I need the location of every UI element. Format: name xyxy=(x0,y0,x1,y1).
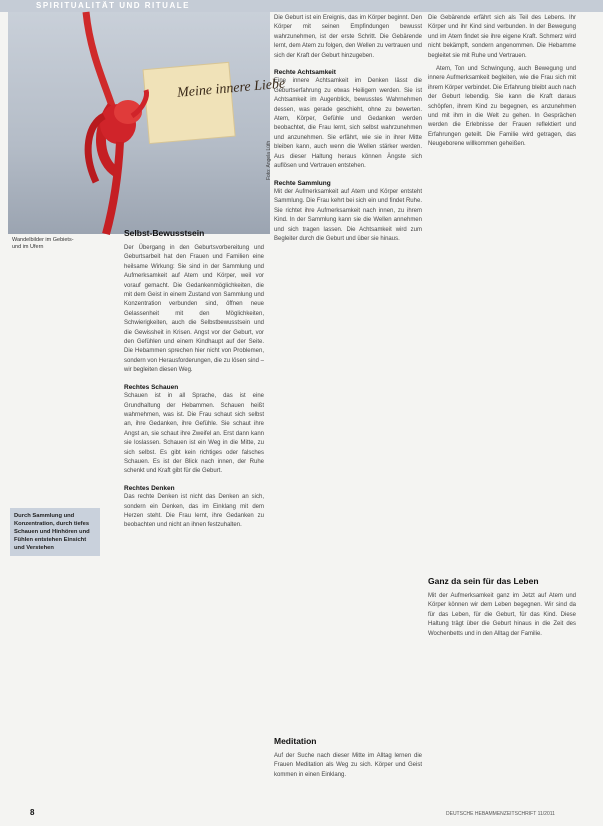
card-text-line1: Meine innere Liebe xyxy=(176,76,286,101)
subhead-achtsamkeit: Rechte Achtsamkeit xyxy=(274,69,336,77)
pull-quote: Durch Sammlung und Konzentration, durch tiefes Schauen und Hinhören und Fühlen entstehen Einsicht und Verstehen xyxy=(10,508,100,556)
photo-credit: Foto: Angela Lüth xyxy=(266,140,272,180)
column-1 xyxy=(124,244,264,804)
intro-paragraph: Der Übergang in den Geburtsvorbereitung und Geburtsarbeit hat den Frauen und Familien eine heilsame Wirkung: Sie sind in der Sammlung und Aufmerksamkeit auf Atem und Körper, weil vor vorauf gemacht. Die Gedankenmöglichkeiten, die mit dem Geist in einem Zustand von Sammlung und Konzentration verbunden sind, öffnen neue Gelassenheit mit den Möglichkeiten, Schwierigkeiten, auch die Selbstbewusstsein und die Gewissheit in Krisen. Angst vor der Geburt, vor den Gefühlen und einem Kindhaupt auf der Seite. Die Hebammen sprechen hier nicht von Problemen, sondern von Herausforderungen, die zu lösen sind – wir begleiten diesen Weg. xyxy=(124,245,264,374)
section-title: SPIRITUALITÄT UND RITUALE xyxy=(36,1,190,10)
red-ribbon xyxy=(86,12,146,234)
paragraph-col2-top: Die Geburt ist ein Ereignis, das im Körper beginnt. Den Körper mit seinen Empfindungen bewusst wahrzunehmen, ist der erste Schritt. Die Gebärende lernt, dem Atem zu folgen, den Wellen zu vertrauen und sich der Kraft der Geburt hinzugeben. xyxy=(274,15,422,59)
subhead-meditation: Meditation xyxy=(274,736,317,746)
paragraph-dasein: Mit der Aufmerksamkeit ganz im Jetzt auf Atem und Körper können wir dem Leben begegnen. Wir sind da für das Leben, für die Geburt, für das Kind. Diese Haltung trägt über die Geburt hinaus in die Zeit des Wochenbetts und in den Alltag der Familie. xyxy=(428,593,576,637)
paragraph-meditation: Auf der Suche nach dieser Mitte im Alltag lernen die Frauen Meditation als Weg zu sich. Körper und Geist kommen in einen Einklang. xyxy=(274,753,422,778)
page-number: 8 xyxy=(30,808,35,817)
subhead-schauen: Rechtes Schauen xyxy=(124,383,179,391)
photo-illustration xyxy=(8,12,286,234)
paragraph-col3-mid: Atem, Ton und Schwingung, auch Bewegung und innere Aufmerksamkeit begleiten, wie die Frau sich mit ihrem Körper verbindet. Die Erfahrung bleibt auch nach der Geburt lebendig. Sie kann die Kraft daraus schöpfen, ihrem Kind zu begegnen, es anzunehmen und mit ihm in die Welt zu gehen. In Gesprächen werden die Erlebnisse der Frauen reflektiert und Erfahrungen geteilt. Die Familie wird getragen, das Neugeborene willkommen geheißen. xyxy=(428,66,576,148)
article-heading: Selbst-Bewusstsein xyxy=(124,228,205,238)
subhead-dasein: Ganz da sein für das Leben xyxy=(428,576,539,586)
paragraph-denken: Das rechte Denken ist nicht das Denken an sich, sondern ein Denken, das im Einklang mit dem Herzen steht. Die Frau lernt, ihre Gedanken zu beobachten und nicht an ihnen festzuhalten. xyxy=(124,494,264,529)
subhead-denken: Rechtes Denken xyxy=(124,484,175,492)
paragraph-sammlung: Mit der Aufmerksamkeit auf Atem und Körper entsteht Sammlung. Die Frau kehrt bei sich ein und findet Ruhe. Sie richtet ihre Aufmerksamkeit nach innen, zu ihrem Kind. In der Sammlung kann sie die Wellen annehmen und sich tragen lassen. Die Achtsamkeit wird zum Begleiter durch die Geburt und über sie hinaus. xyxy=(274,188,422,242)
column-2 xyxy=(274,14,422,808)
photo-caption: Wandelbilder im Gebiets- und im Ufern xyxy=(12,237,74,250)
column-2-bottom xyxy=(274,752,422,806)
subhead-sammlung: Rechte Sammlung xyxy=(274,179,331,187)
column-3-bottom xyxy=(428,592,576,802)
column-3 xyxy=(428,14,576,574)
paragraph-achtsamkeit: Eine innere Achtsamkeit im Denken lässt die Geburtserfahrung zu etwas Heiligem werden. Sie ist Achtsamkeit im Augenblick, bewusstes Wahrnehmen dessen, was gerade geschieht, ohne zu bewerten. Atem, Körper, Gefühle und Gedanken werden beobachtet, die Frau lernt, sich selbst wahrzunehmen und anzunehmen. Sie erfährt, wie sie in ihrer Mitte bleiben kann, auch wenn die Wellen stärker werden. Aus dieser Haltung heraus können Ängste sich auflösen und Vertrauen entstehen. xyxy=(274,78,422,170)
article-photo xyxy=(8,12,286,234)
paragraph-col3-top: Die Gebärende erfährt sich als Teil des Lebens. Ihr Körper und ihr Kind sind verbunden. In der Bewegung und im Atem findet sie ihre eigene Kraft. Schmerz wird nicht bekämpft, sondern angenommen. Die Hebamme begleitet sie mit Ruhe und Vertrauen. xyxy=(428,15,576,59)
paragraph-schauen: Schauen ist in all Sprache, das ist eine Grundhaltung der Hebammen. Schauen heißt wahrnehmen, was ist. Die Frau schaut sich selbst an, ihre Gedanken, ihre Gefühle. Sie schaut ihre Angst an, sie schaut ihre Zweifel an. Erst dann kann sie loslassen. Schauen ist ein Weg in die Mitte, zu sich selbst. Es gibt kein richtiges oder falsches Schauen. Es ist der Blick nach innen, der Ruhe schenkt und Kraft gibt für die Geburt. xyxy=(124,393,264,475)
hanging-card xyxy=(143,58,289,144)
magazine-footer: DEUTSCHE HEBAMMENZEITSCHRIFT 11/2011 xyxy=(446,811,555,817)
